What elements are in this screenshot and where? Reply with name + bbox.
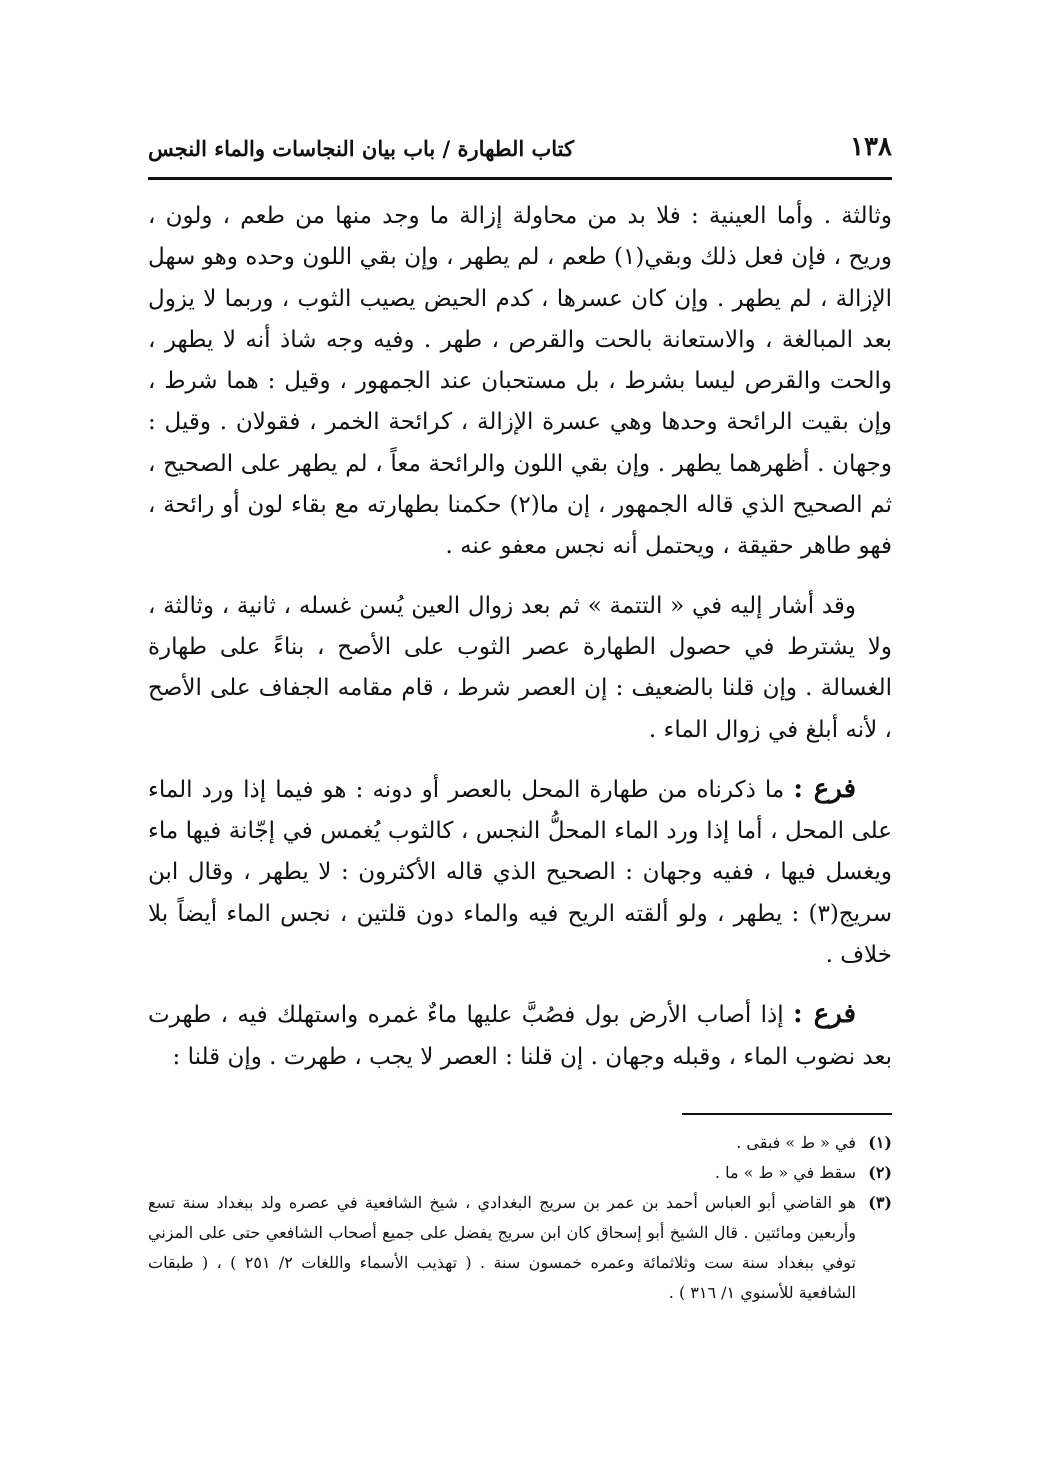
footnote-text: في « ط » فبقى . xyxy=(736,1133,856,1152)
paragraph-gap xyxy=(148,568,892,586)
main-text xyxy=(148,196,892,1078)
far-heading: فرع : xyxy=(793,999,857,1030)
footnote-2 xyxy=(148,1158,892,1188)
footnote-marker: (٣) xyxy=(868,1193,892,1212)
paragraph-4-text: إذا أصاب الأرض بول فصُبَّ عليها ماءٌ غمره واستهلك فيه ، طهرت بعد نضوب الماء ، وقبله وجهان . إن قلنا : العصر لا يجب ، طهرت . وإن قلنا : xyxy=(148,1002,892,1070)
paragraph-2: وقد أشار إليه في « التتمة » ثم بعد زوال العين يُسن غسله ، ثانية ، وثالثة ، ولا يشترط في حصول الطهارة عصر الثوب على الأصح ، بناءً على طهارة الغسالة . وإن قلنا بالضعيف : إن العصر شرط ، قام مقامه الجفاف على الأصح ، لأنه أبلغ في زوال الماء . xyxy=(148,592,892,743)
footnote-marker: (١) xyxy=(868,1133,892,1152)
far-heading: فرع : xyxy=(793,773,857,804)
paragraph-4 xyxy=(148,994,892,1078)
footnote-text: هو القاضي أبو العباس أحمد بن عمر بن سريج البغدادي ، شيخ الشافعية في عصره ولد ببغداد سنة تسع وأربعين ومائتين . قال الشيخ أبو إسحاق كان ابن سريج يفضل على جميع أصحاب الشافعي حتى على المزني توفي ببغداد سنة ست وثلاثمائة وعمره خمسون سنة . ( تهذيب الأسماء واللغات ٢/ ٢٥١ ) ، ( طبقات الشافعية للأسنوي ١/ ٣١٦ ) . xyxy=(148,1193,857,1302)
paragraph-3-text: ما ذكرناه من طهارة المحل بالعصر أو دونه : هو فيما إذا ورد الماء على المحل ، أما إذا ورد الماء المحلُّ النجس ، كالثوب يُغمس في إجّانة فيها ماء ويغسل فيها ، ففيه وجهان : الصحيح الذي قاله الأكثرون : لا يطهر ، وقال ابن سريج(٣) : يطهر ، ولو ألقته الريح فيه والماء دون قلتين ، نجس الماء أيضاً بلا خلاف . xyxy=(148,776,892,969)
footnote-1 xyxy=(148,1128,892,1158)
page-header xyxy=(148,132,892,172)
footnote-marker: (٢) xyxy=(868,1163,892,1182)
paragraph-3 xyxy=(148,769,892,976)
paragraph-gap xyxy=(148,976,892,994)
running-title: كتاب الطهارة / باب بيان النجاسات والماء النجس xyxy=(148,136,575,161)
footnotes xyxy=(148,1128,892,1308)
page-number: ١٣٨ xyxy=(850,132,892,162)
footnote-separator xyxy=(682,1113,892,1115)
paragraph-1: وثالثة . وأما العينية : فلا بد من محاولة إزالة ما وجد منها من طعم ، ولون ، وريح ، فإن فعل ذلك وبقي(١) طعم ، لم يطهر ، وإن بقي اللون وحده وهو سهل الإزالة ، لم يطهر . وإن كان عسرها ، كدم الحيض يصيب الثوب ، وربما لا يزول بعد المبالغة ، والاستعانة بالحت والقرص ، طهر . وفيه وجه شاذ أنه لا يطهر ، والحت والقرص ليسا بشرط ، بل مستحبان عند الجمهور ، وقيل : هما شرط ، وإن بقيت الرائحة وحدها وهي عسرة الإزالة ، كرائحة الخمر ، فقولان . وقيل : وجهان . أظهرهما يطهر . وإن بقي اللون والرائحة معاً ، لم يطهر على الصحيح ، ثم الصحيح الذي قاله الجمهور ، إن ما(٢) حكمنا بطهارته مع بقاء لون أو رائحة ، فهو طاهر حقيقة ، ويحتمل أنه نجس معفو عنه . xyxy=(148,203,893,560)
footnote-3 xyxy=(148,1188,892,1308)
footnote-text: سقط في « ط » ما . xyxy=(714,1163,856,1182)
header-rule xyxy=(148,177,892,180)
paragraph-gap xyxy=(148,751,892,769)
